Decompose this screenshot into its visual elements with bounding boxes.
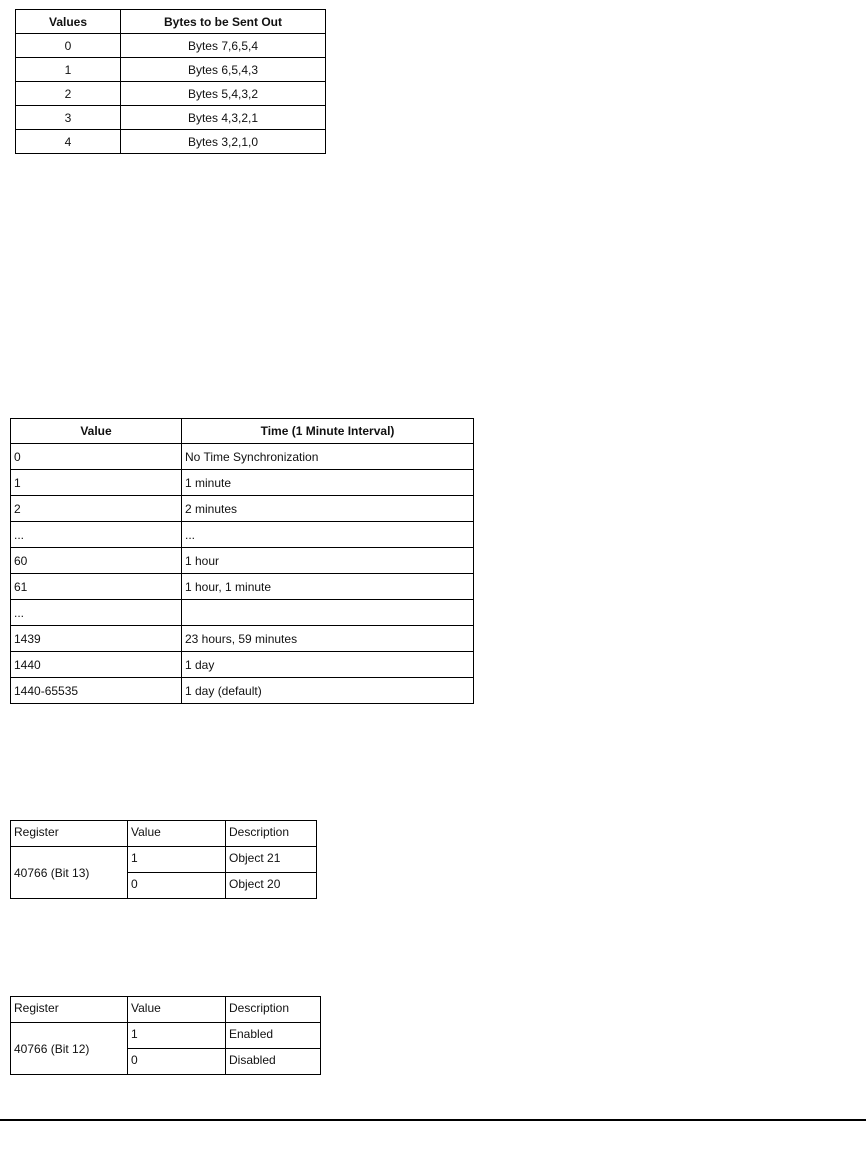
table-row [11, 678, 474, 704]
table-row [16, 58, 326, 82]
table-cell: 23 hours, 59 minutes [182, 626, 474, 652]
column-header-register: Register [11, 997, 128, 1023]
table-row [16, 34, 326, 58]
table-cell: 2 [16, 82, 121, 106]
table-cell: 1439 [11, 626, 182, 652]
table-cell: ... [182, 522, 474, 548]
table-cell: 1440-65535 [11, 678, 182, 704]
column-header-description: Description [226, 997, 321, 1023]
table-row [16, 130, 326, 154]
column-header-description: Description [226, 821, 317, 847]
table-cell: 1 [128, 1023, 226, 1049]
table-cell: 0 [11, 444, 182, 470]
table-cell: Bytes 3,2,1,0 [121, 130, 326, 154]
table-cell: Enabled [226, 1023, 321, 1049]
column-header-time: Time (1 Minute Interval) [182, 419, 474, 444]
table-cell: Object 21 [226, 847, 317, 873]
table-cell: 0 [128, 1049, 226, 1075]
table-cell: 2 [11, 496, 182, 522]
table-cell: Object 20 [226, 873, 317, 899]
table-cell: ... [11, 600, 182, 626]
table-cell: ... [11, 522, 182, 548]
table-cell: 1 minute [182, 470, 474, 496]
table-row [11, 548, 474, 574]
table-cell: 1440 [11, 652, 182, 678]
table-row [11, 496, 474, 522]
table-cell: 1 day [182, 652, 474, 678]
table-cell: 60 [11, 548, 182, 574]
column-header-values: Values [16, 10, 121, 34]
column-header-value: Value [11, 419, 182, 444]
table-row [11, 444, 474, 470]
table-row [11, 574, 474, 600]
column-header-value: Value [128, 821, 226, 847]
table-cell: No Time Synchronization [182, 444, 474, 470]
table-cell: Bytes 4,3,2,1 [121, 106, 326, 130]
table-row [11, 847, 317, 873]
enable-table [10, 996, 321, 1075]
register-cell: 40766 (Bit 13) [11, 847, 128, 899]
table-row [16, 82, 326, 106]
table-cell: 3 [16, 106, 121, 130]
register-cell: 40766 (Bit 12) [11, 1023, 128, 1075]
table-row [16, 106, 326, 130]
table-cell: 1 [128, 847, 226, 873]
table-header-row [11, 997, 321, 1023]
table-row [11, 600, 474, 626]
footer-divider [0, 1119, 866, 1121]
table-row [11, 1023, 321, 1049]
table-cell: 1 [11, 470, 182, 496]
table-cell: 61 [11, 574, 182, 600]
table-cell: Disabled [226, 1049, 321, 1075]
table-row [11, 652, 474, 678]
table-cell: 1 [16, 58, 121, 82]
table-cell: Bytes 6,5,4,3 [121, 58, 326, 82]
table-row [11, 626, 474, 652]
table-cell: 4 [16, 130, 121, 154]
table-cell [182, 600, 474, 626]
column-header-value: Value [128, 997, 226, 1023]
table-header-row [11, 821, 317, 847]
table-row [11, 470, 474, 496]
table-cell: 0 [128, 873, 226, 899]
table-cell: 1 hour, 1 minute [182, 574, 474, 600]
table-cell: 1 hour [182, 548, 474, 574]
table-cell: 0 [16, 34, 121, 58]
column-header-bytes: Bytes to be Sent Out [121, 10, 326, 34]
time-sync-table [10, 418, 474, 704]
column-header-register: Register [11, 821, 128, 847]
object-select-table [10, 820, 317, 899]
byte-order-table [15, 9, 326, 154]
table-cell: 1 day (default) [182, 678, 474, 704]
table-row [11, 522, 474, 548]
table-cell: Bytes 7,6,5,4 [121, 34, 326, 58]
table-header-row [16, 10, 326, 34]
table-header-row [11, 419, 474, 444]
table-cell: 2 minutes [182, 496, 474, 522]
table-cell: Bytes 5,4,3,2 [121, 82, 326, 106]
